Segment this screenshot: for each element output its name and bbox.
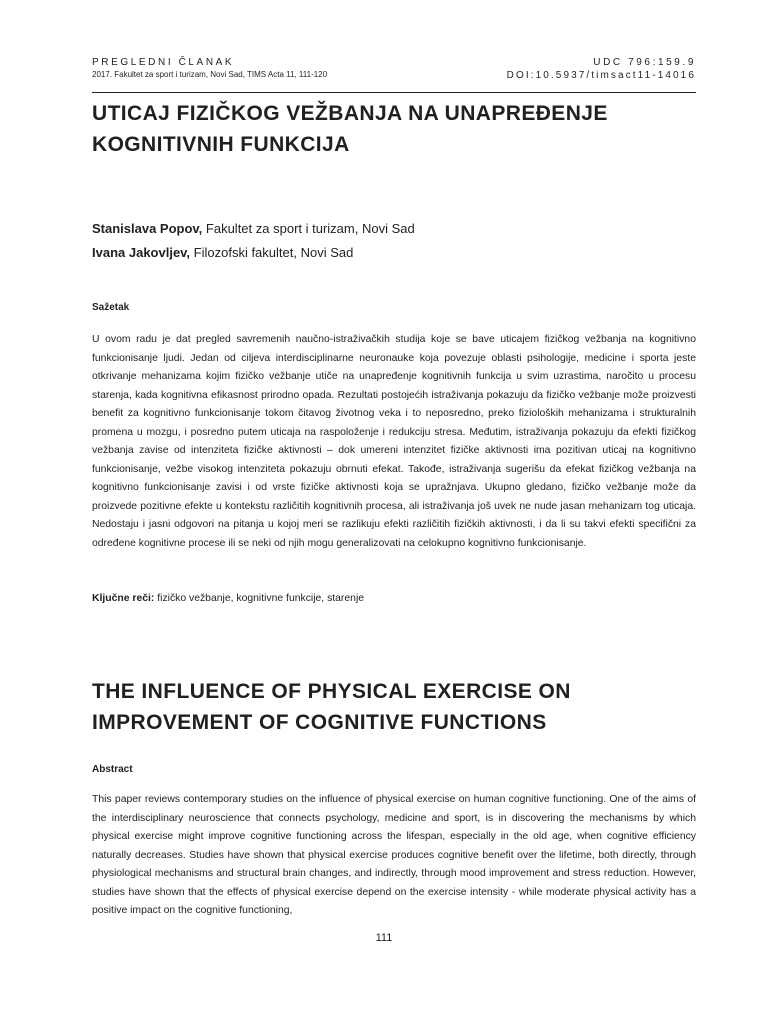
keywords-text: fizičko vežbanje, kognitivne funkcije, starenje: [154, 593, 365, 604]
summary-text: U ovom radu je dat pregled savremenih naučno-istraživačkih studija koje se bave uticajem fizičkog vežbanja na kognitivno funkcionisanje ljudi. Jedan od ciljeva interdisciplinarne neuronauke koja povezuje oblasti psihologije, medicine i sporta jeste otkrivanje mehanizama kojim fizičko vežbanje utiče na unapređenje kognitivnih funkcija u svim uzrastima, naročito u procesu starenja, kada kognitivna efikasnost prirodno opada. Rezultati postojećih istraživanja pokazuju da fizičko vežbanje može proizvesti benefit za kognitivno funkcionisanje tokom čitavog životnog veka i to neposredno, preko fizioloških mehanizama i strukturalnih promena u mozgu, i posredno putem uticaja na raspoloženje i redukciju stresa. Međutim, istraživanja pokazuju da efekti fizičkog vežbanja zavise od intenziteta fizičke aktivnosti – dok umereni intenzitet fizičke aktivnosti ima pozitivan uticaj na kognitivno funkcionisanje, vežbe visokog intenziteta pokazuju obrnuti efekat. Takođe, istraživanja sugerišu da efekat fizičkog vežbanja na kognitivno funkcionisanje zavisi i od vrste fizičke aktivnosti koja se upražnjava. Ukupno gledano, fizičko vežbanje može da proizvede pozitivne efekte u kontekstu različitih kognitivnih procesa, ali istraživanja još uvek ne nude jasan mehanizam tog uticaja. Nedostaju i jasni odgovori na pitanja u kojoj meri se razlikuju efekti različitih fizičkih aktivnosti, i da li su takvi efekti specifični za određene kognitivne procese ili se neki od njih mogu generalizovati na celokupno kognitivno funkcionisanje.: [92, 334, 696, 550]
title-line: UTICAJ FIZIČKOG VEŽBANJA NA UNAPREĐENJE: [92, 102, 608, 125]
page-number: 111: [375, 932, 393, 944]
keywords: [92, 591, 364, 607]
author-affiliation: Fakultet za sport i turizam, Novi Sad: [202, 221, 415, 236]
author-entry: [92, 217, 415, 241]
header-left: [92, 56, 327, 81]
header-divider: [92, 92, 696, 93]
summary-heading: Sažetak: [92, 302, 130, 313]
title-line: IMPROVEMENT OF COGNITIVE FUNCTIONS: [92, 711, 547, 734]
keywords-label: Ključne reči:: [92, 593, 155, 604]
author-entry: [92, 241, 415, 265]
author-name: Stanislava Popov,: [92, 221, 203, 236]
author-affiliation: Filozofski fakultet, Novi Sad: [190, 245, 354, 260]
author-name: Ivana Jakovljev,: [92, 245, 191, 260]
title-line: KOGNITIVNIH FUNKCIJA: [92, 133, 350, 156]
udc-code: UDC 796:159.9: [593, 57, 696, 68]
title-line: THE INFLUENCE OF PHYSICAL EXERCISE ON: [92, 680, 571, 703]
article-category: PREGLEDNI ČLANAK: [92, 57, 235, 68]
abstract-text: This paper reviews contemporary studies on the influence of physical exercise on human cognitive functioning. One of the aims of the interdisciplinary neuroscience that connects psychology, medicine and sport, is in discovering the mechanisms by which physical exercise might improve cognitive functioning across the lifespan, especially in the old age, when cognitive efficiency naturally decreases. Studies have shown that physical exercise produces cognitive benefit over the lifetime, both directly, through physiological mechanisms and structural brain changes, and indirectly, through mood improvement and stress reduction. However, studies have shown that the effects of physical exercise depend on the exercise intensity - while moderate physical activity has a positive impact on the cognitive functioning,: [92, 794, 696, 917]
article-title-english: [92, 676, 702, 738]
article-title-serbian: [92, 98, 702, 160]
header-right: [507, 56, 696, 82]
journal-citation: 2017. Fakultet za sport i turizam, Novi Sad, TIMS Acta 11, 111-120: [92, 70, 328, 79]
doi: DOI:10.5937/timsact11-14016: [506, 70, 696, 81]
author-list: [92, 217, 415, 265]
abstract-heading: Abstract: [92, 764, 133, 775]
